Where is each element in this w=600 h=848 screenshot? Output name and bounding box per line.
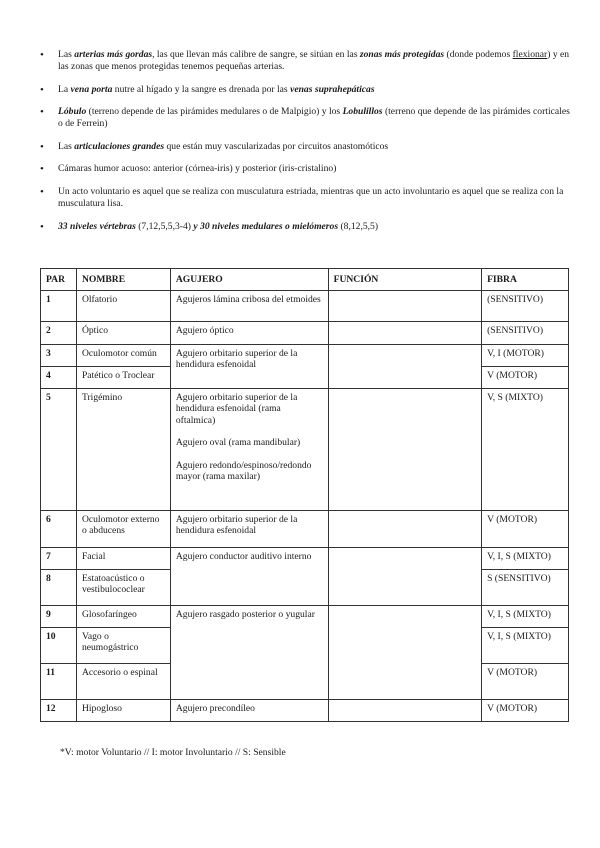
fibra-cell: V (MOTOR) [482,699,569,721]
table-row [41,290,569,321]
par-cell: 4 [41,366,77,388]
bullet-text: Lobulillos [342,106,383,118]
nombre-cell: Glosofaríngeo [76,605,170,627]
fibra-cell: V (MOTOR) [482,510,569,547]
nombre-cell: Trigémino [76,388,170,510]
bullet-item [40,49,570,73]
par-cell: 12 [41,699,77,721]
bullet-item [40,163,570,175]
header-agujero: AGUJERO [170,269,328,291]
funcion-cell [328,547,481,605]
spacer [176,449,323,460]
bullet-text: Cámaras humor acuoso: anterior (córnea-iris) y posterior (iris-cristalino) [58,163,337,175]
nombre-cell: Hipogloso [76,699,170,721]
bullet-text: articulaciones grandes [74,140,165,152]
agujero-line: Agujero redondo/espinoso/redondo mayor (rama maxilar) [175,459,312,482]
table-row [41,699,569,721]
par-cell: 7 [41,547,77,569]
table-row [41,344,569,366]
table-row [41,510,569,547]
agujero-cell: Agujero orbitario superior de la hendidura esfenoidal [170,510,328,547]
agujero-cell [170,388,328,510]
bullet-text: Lóbulo [58,106,87,118]
bullet-text: y 30 niveles medulares o mielómeros [193,220,339,232]
fibra-cell: V, S (MIXTO) [482,388,569,510]
bullet-text: zonas más protegidas [359,49,445,60]
par-cell: 9 [41,605,77,627]
par-cell: 10 [41,627,77,663]
fibra-cell: V, I, S (MIXTO) [482,547,569,569]
header-nombre: NOMBRE [76,269,170,291]
funcion-cell [328,510,481,547]
par-cell: 3 [41,344,77,366]
bullet-text: , las que llevan más calibre de sangre, se sitúan en las [152,49,360,60]
fibra-cell: V (MOTOR) [482,663,569,699]
bullet-text: (terreno que depende de las pirámides corticales o de Ferrein) [58,106,570,130]
bullet-item [40,221,570,233]
footnote: *V: motor Voluntario // I: motor Involuntario // S: Sensible [60,747,286,758]
fibra-cell: V, I, S (MIXTO) [482,627,569,663]
bullet-text: que están muy vascularizadas por circuitos anastomóticos [164,140,389,152]
bullet-item [40,106,570,130]
bullet-text: nutre al hígado y la sangre es drenada por las [112,83,291,95]
par-cell: 1 [41,290,77,321]
agujero-cell: Agujero orbitario superior de la hendidura esfenoidal [170,344,328,388]
agujero-line: Agujero orbitario superior de la hendidura esfenoidal (rama oftalmica) [175,391,298,426]
bullet-list [40,49,570,243]
bullet-text: Las [58,49,75,60]
bullet-text: La [58,83,71,95]
bullet-text: Un acto voluntario es aquel que se realiza con musculatura estriada, mientras que un acto involuntario es aquel que se realiza con la musculatura lisa. [58,185,564,210]
agujero-cell: Agujero rasgado posterior o yugular [170,605,328,699]
par-cell: 6 [41,510,77,547]
agujero-cell: Agujero óptico [170,321,328,344]
agujero-cell: Agujero conductor auditivo interno [170,547,328,605]
bullet-text: venas suprahepáticas [290,83,375,95]
fibra-cell: (SENSITIVO) [482,290,569,321]
nombre-cell: Facial [76,547,170,569]
bullet-text: (terreno depende de las pirámides medulares o de Malpigio) y los [86,106,343,118]
table-header-row [41,269,569,291]
funcion-cell [328,321,481,344]
nombre-cell: Óptico [76,321,170,344]
bullet-item [40,84,570,96]
table-row [41,605,569,627]
header-fibra: FIBRA [482,269,569,291]
par-cell: 11 [41,663,77,699]
cranial-nerves-table [40,268,569,722]
bullet-text: ) y en las zonas que menos protegidas tenemos pequeñas arterias. [58,49,570,73]
fibra-cell: (SENSITIVO) [482,321,569,344]
funcion-cell [328,388,481,510]
fibra-cell: V (MOTOR) [482,366,569,388]
nombre-cell: Accesorio o espinal [76,663,170,699]
fibra-cell: V, I, S (MIXTO) [482,605,569,627]
nombre-cell: Oculomotor común [76,344,170,366]
fibra-cell: V, I (MOTOR) [482,344,569,366]
header-funcion: FUNCIÓN [328,269,481,291]
table-row [41,388,569,510]
bullet-item [40,141,570,153]
funcion-cell [328,699,481,721]
bullet-text: arterias más gordas [74,49,153,60]
funcion-cell [328,290,481,321]
nombre-cell: Oculomotor externo o abducens [76,510,170,547]
fibra-cell: S (SENSITIVO) [482,569,569,605]
nombre-cell: Olfatorio [76,290,170,321]
bullet-text: 33 niveles vértebras [58,220,136,232]
bullet-text: (7,12,5,5,3-4) [135,220,194,232]
nombre-cell: Patético o Troclear [76,366,170,388]
funcion-cell [328,344,481,388]
bullet-item [40,186,570,210]
spacer [176,426,323,437]
bullet-text: flexionar [512,49,548,60]
bullet-text: (8,12,5,5) [338,220,379,232]
bullet-text: vena porta [70,83,113,95]
par-cell: 2 [41,321,77,344]
header-par: PAR [41,269,77,291]
bullet-text: (donde podemos [444,49,513,60]
par-cell: 5 [41,388,77,510]
nombre-cell: Estatoacústico o vestibulococlear [76,569,170,605]
agujero-cell: Agujero precondíleo [170,699,328,721]
nombre-cell: Vago o neumogástrico [76,627,170,663]
funcion-cell [328,605,481,699]
agujero-line: Agujero oval (rama mandibular) [175,437,301,448]
par-cell: 8 [41,569,77,605]
agujero-cell: Agujeros lámina cribosa del etmoides [170,290,328,321]
bullet-text: Las [58,140,75,152]
table-row [41,321,569,344]
table-row [41,547,569,569]
